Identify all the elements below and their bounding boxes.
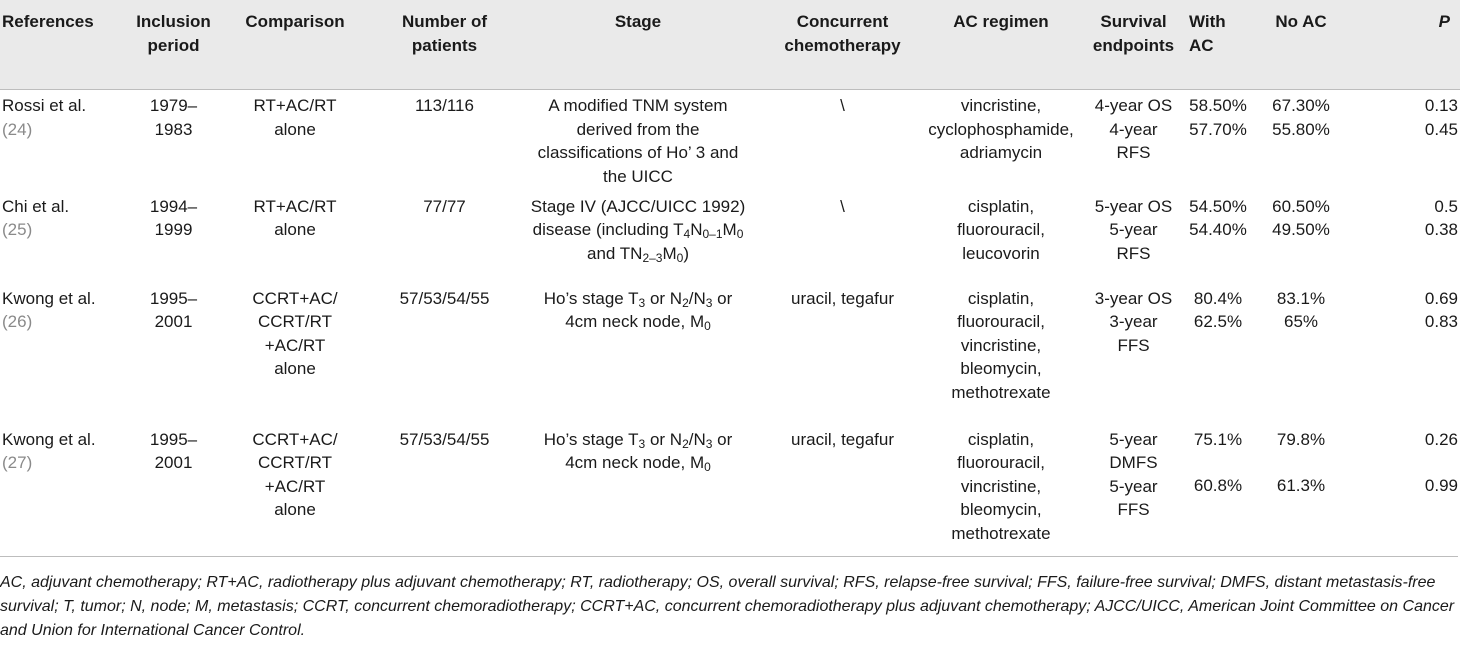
stage-cell: Ho’s stage $T_3$ or $N_2/N_3$ or 4cm neck node, $M_0$	[543, 429, 733, 474]
patients-cell: 57/53/54/55	[399, 288, 490, 308]
ac-regimen-cell: cisplatin, fluorouracil, vincristine, bleomycin, methotrexate	[951, 288, 1051, 402]
table-row	[0, 424, 1460, 559]
concurrent-chemotherapy-cell: \	[840, 196, 845, 216]
reference-cell: Kwong et al. (26)	[0, 283, 125, 424]
survival-endpoints-cell: 4-year OS 4-year RFS	[1094, 96, 1173, 162]
with-ac-cell: 75.1% 60.8%	[1193, 429, 1243, 495]
reference-link[interactable]: (25)	[2, 220, 33, 239]
p-value-cell: 0.26 0.99	[1424, 429, 1458, 495]
inclusion-period-cell: 1995– 2001	[149, 288, 198, 331]
survival-endpoints-cell: 5-year OS 5-year RFS	[1094, 196, 1173, 263]
comparison-cell: CCRT+AC/ CCRT/RT +AC/RT alone	[252, 288, 338, 378]
patients-cell: 77/77	[423, 196, 466, 216]
header-comparison: Comparison	[245, 12, 345, 31]
concurrent-chemotherapy-cell: uracil, tegafur	[791, 429, 894, 449]
inclusion-period-cell: 1979– 1983	[149, 96, 198, 139]
ac-regimen-cell: cisplatin, fluorouracil, leucovorin	[957, 196, 1045, 263]
reference-link[interactable]: (27)	[2, 453, 33, 472]
header-number-of-patients: Number of patients	[402, 12, 487, 55]
patients-cell: 113/116	[415, 96, 474, 115]
p-value-cell: 0.69 0.83	[1424, 288, 1458, 331]
with-ac-cell: 54.50% 54.40%	[1189, 196, 1247, 239]
header-inclusion-period: Inclusion period	[136, 12, 211, 55]
no-ac-cell: 60.50% 49.50%	[1272, 196, 1330, 239]
header-survival-endpoints: Survival endpoints	[1092, 12, 1175, 55]
comparison-cell: CCRT+AC/ CCRT/RT +AC/RT alone	[252, 429, 338, 519]
with-ac-cell: 58.50% 57.70%	[1189, 96, 1247, 139]
header-with-ac: With AC	[1189, 12, 1226, 55]
no-ac-cell: 79.8% 61.3%	[1276, 429, 1326, 495]
ac-regimen-cell: vincristine, cyclophosphamide, adriamycin	[928, 96, 1074, 162]
reference-cell: Rossi et al. (24)	[0, 90, 125, 191]
table-row	[0, 191, 1460, 283]
header-no-ac: No AC	[1275, 12, 1327, 31]
header-p: P	[1438, 12, 1450, 31]
header-stage: Stage	[614, 12, 662, 31]
inclusion-period-cell: 1995– 2001	[149, 429, 198, 472]
patients-cell: 57/53/54/55	[399, 429, 490, 449]
concurrent-chemotherapy-cell: \	[840, 96, 845, 115]
inclusion-period-cell: 1994– 1999	[149, 196, 198, 239]
comparison-cell: RT+AC/RT alone	[253, 196, 337, 239]
header-row	[0, 0, 1460, 90]
comparison-cell: RT+AC/RT alone	[253, 96, 337, 139]
concurrent-chemotherapy-cell: uracil, tegafur	[791, 288, 894, 308]
reference-link[interactable]: (26)	[2, 312, 33, 331]
reference-cell: Kwong et al. (27)	[0, 424, 125, 559]
table-row	[0, 90, 1460, 191]
reference-cell: Chi et al. (25)	[0, 191, 125, 283]
reference-link[interactable]: (24)	[2, 119, 33, 139]
p-value-cell: 0.13 0.45	[1424, 96, 1458, 139]
table-row	[0, 283, 1460, 424]
survival-endpoints-cell: 3-year OS 3-year FFS	[1094, 288, 1173, 355]
no-ac-cell: 83.1% 65%	[1276, 288, 1326, 331]
ac-regimen-cell: cisplatin, fluorouracil, vincristine, bleomycin, methotrexate	[951, 429, 1051, 543]
stage-cell: A modified TNM system derived from the classifications of Ho’ 3 and the UICC	[537, 96, 739, 186]
with-ac-cell: 80.4% 62.5%	[1193, 288, 1243, 331]
stage-cell: Ho’s stage $T_3$ or $N_2/N_3$ or 4cm neck node, $M_0$	[543, 288, 733, 333]
header-concurrent-chemotherapy: Concurrent chemotherapy	[784, 12, 901, 55]
table-footnote: AC, adjuvant chemotherapy; RT+AC, radiotherapy plus adjuvant chemotherapy; RT, radiotherapy; OS, overall survival; RFS, relapse-free survival; FFS, failure-free survival; DMFS, distant metastasis-free survival; T, tumor; N, node; M, metastasis; CCRT, concurrent chemoradiotherapy; CCRT+AC, concurrent chemoradiotherapy plus adjuvant chemotherapy; AJCC/UICC, American Joint Committee on Cancer and Union for International Cancer Control.	[0, 556, 1458, 643]
header-references: References	[2, 12, 94, 31]
header-ac-regimen: AC regimen	[953, 12, 1049, 31]
survival-endpoints-cell: 5-year DMFS 5-year FFS	[1109, 429, 1158, 519]
p-value-cell: 0.5 0.38	[1424, 196, 1458, 239]
stage-cell: Stage IV (AJCC/UICC 1992) disease (including $T_4N_{0-1}M_0$ and $TN_{2-3}M_0$)	[530, 196, 746, 265]
no-ac-cell: 67.30% 55.80%	[1272, 96, 1330, 139]
